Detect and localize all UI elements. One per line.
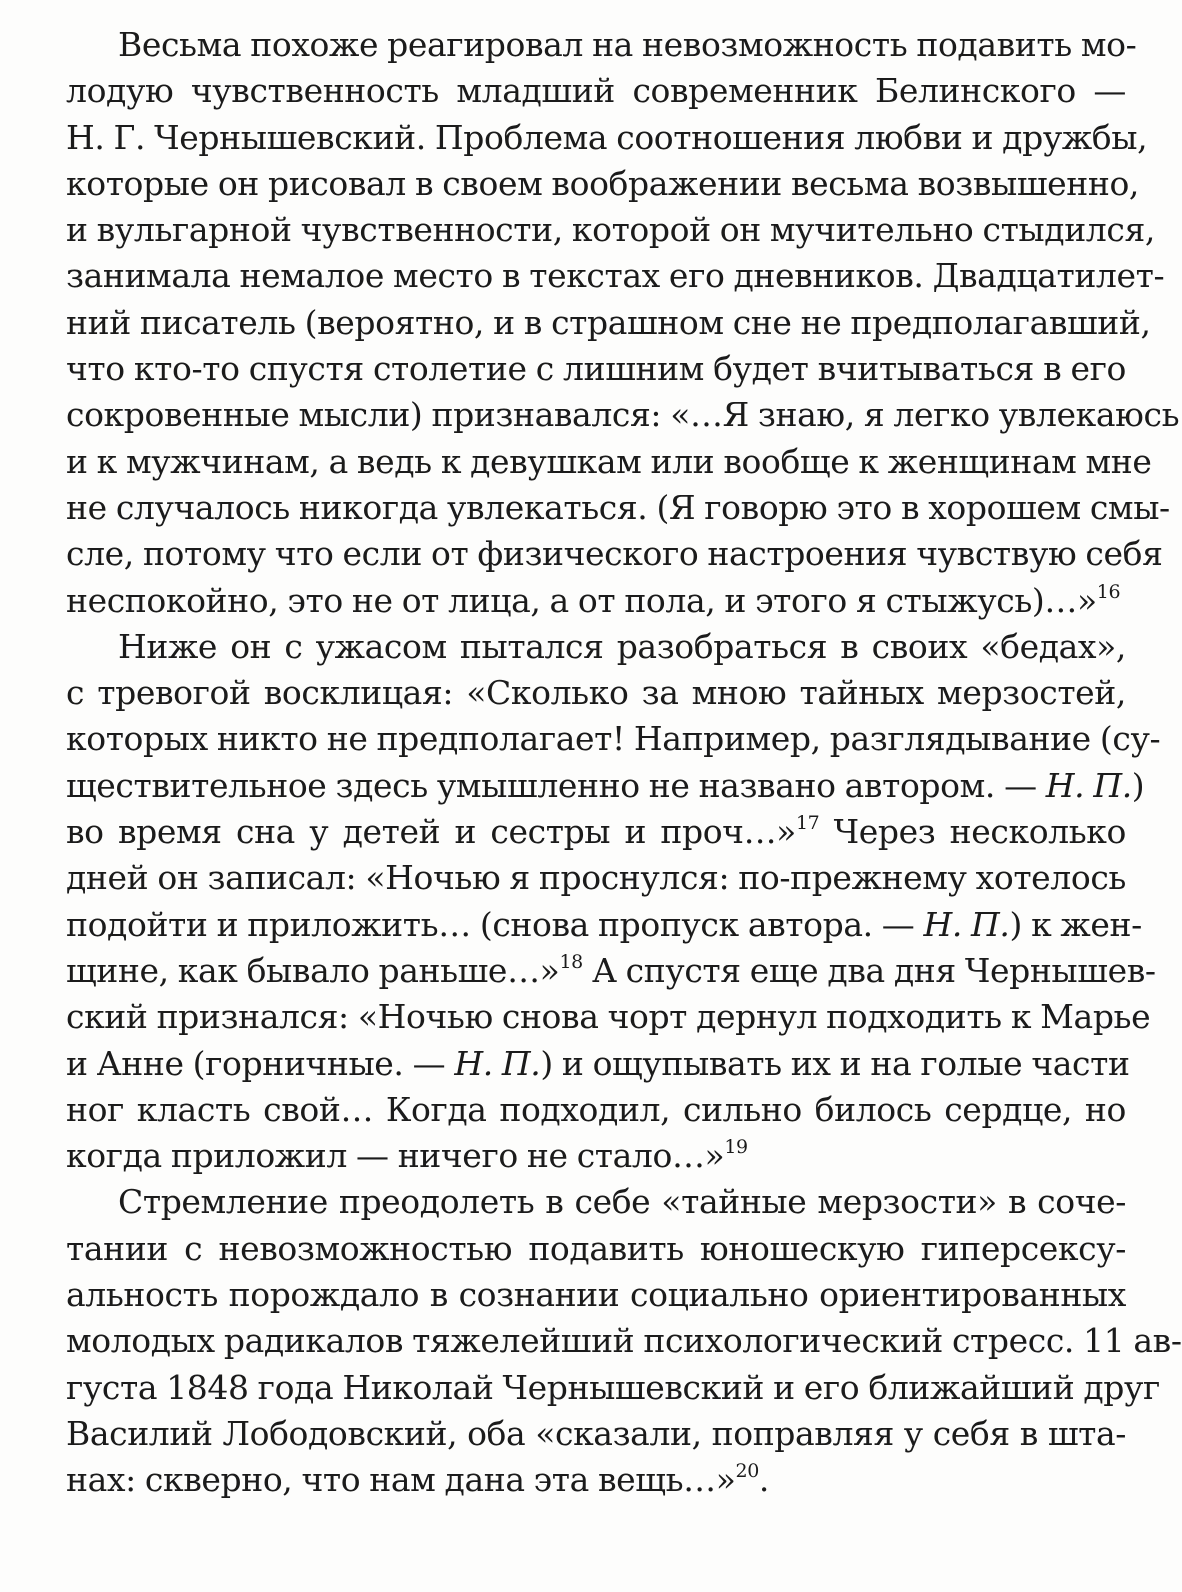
footnote-marker: 18 <box>559 950 583 973</box>
paragraph-2 <box>66 624 1161 1180</box>
text-line: молодых радикалов тяжелейший психологический стресс. 11 ав- <box>66 1321 1182 1361</box>
text-line: ский признался: «Ночью снова чорт дернул подходить к Марье <box>66 997 1151 1037</box>
line-text: во время сна у детей и сестры и проч…» <box>66 812 796 852</box>
text-line: и к мужчинам, а ведь к девушкам или вообще к женщинам мне <box>66 441 1152 481</box>
text-line: ног класть свой… Когда подходил, сильно билось сердце, но <box>66 1089 1126 1129</box>
text-line: тании с невозможностью подавить юношескую гиперсексу- <box>66 1228 1126 1268</box>
text-line: Стремление преодолеть в себе «тайные мерзости» в соче- <box>118 1182 1126 1222</box>
author-initials: Н. П. <box>923 904 1010 944</box>
body-text <box>66 22 1182 1504</box>
text-line: Весьма похоже реагировал на невозможность подавить мо- <box>118 25 1137 64</box>
author-initials: Н. П. <box>454 1043 541 1083</box>
text-line: густа 1848 года Николай Чернышевский и его ближайший друг <box>66 1367 1160 1407</box>
text-line: что кто-то спустя столетие с лишним будет вчитываться в его <box>66 349 1126 389</box>
paragraph-3 <box>66 1179 1182 1503</box>
text-line <box>66 809 1126 855</box>
text-line: занимала немалое место в текстах его дневников. Двадцатилет- <box>66 256 1165 296</box>
footnote-marker: 19 <box>724 1136 748 1159</box>
text-line <box>66 948 1156 994</box>
line-text: подойти и приложить… (снова пропуск автора. — <box>66 904 924 944</box>
text-line: не случалось никогда увлекаться. (Я говорю это в хорошем смы- <box>66 487 1170 527</box>
text-line <box>66 763 1145 809</box>
text-line: лодую чувственность младший современник Белинского — <box>66 71 1126 111</box>
line-text: ) и ощупывать их и на голые части <box>540 1043 1130 1083</box>
line-text: щине, как бывало раньше…» <box>66 950 560 990</box>
line-text: А спустя еще два дня Чернышев- <box>582 950 1156 990</box>
text-line: сле, потому что если от физического настроения чувствую себя <box>66 534 1163 574</box>
author-initials: Н. П. <box>1045 765 1132 805</box>
line-text: Через несколько <box>819 812 1126 852</box>
footnote-marker: 17 <box>795 812 820 835</box>
text-line <box>66 1041 1130 1087</box>
text-line: которых никто не предполагает! Например, разглядывание (су- <box>66 719 1161 759</box>
line-text: ществительное здесь умышленно не названо автором. — <box>66 765 1046 805</box>
text-line <box>66 902 1142 948</box>
text-line: дней он записал: «Ночью я проснулся: по-прежнему хотелось <box>66 858 1126 898</box>
text-line: Ниже он с ужасом пытался разобраться в своих «бедах», <box>118 626 1126 666</box>
footnote-marker: 16 <box>1096 580 1121 603</box>
text-line <box>66 1457 1126 1503</box>
line-text: ) <box>1131 765 1145 805</box>
text-line: ний писатель (вероятно, и в страшном сне не предполагавший, <box>66 302 1151 342</box>
text-line: альность порождало в сознании социально ориентированных <box>66 1275 1126 1315</box>
text-line: Н. Г. Чернышевский. Проблема соотношения любви и дружбы, <box>66 117 1148 157</box>
line-text: ) к жен- <box>1009 904 1142 944</box>
line-text: и Анне (горничные. — <box>66 1043 455 1083</box>
text-line: Василий Лободовский, оба «сказали, поправляя у себя в шта- <box>66 1413 1126 1453</box>
line-text: . <box>758 1460 770 1500</box>
text-line: сокровенные мысли) признавался: «…Я знаю, я легко увлекаюсь <box>66 395 1180 435</box>
text-line: и вульгарной чувственности, которой он мучительно стыдился, <box>66 210 1155 250</box>
text-line <box>66 578 1126 624</box>
line-text: когда приложил — ничего не стало…» <box>66 1136 725 1176</box>
text-line: которые он рисовал в своем воображении весьма возвышенно, <box>66 163 1140 203</box>
footnote-marker: 20 <box>735 1460 759 1483</box>
line-text: нах: скверно, что нам дана эта вещь…» <box>66 1460 736 1500</box>
text-line <box>66 1133 1126 1179</box>
paragraph-1 <box>66 22 1180 624</box>
text-line: с тревогой восклицая: «Сколько за мною тайных мерзостей, <box>66 673 1126 713</box>
line-text: неспокойно, это не от лица, а от пола, и этого я стыжусь)…» <box>66 580 1097 620</box>
